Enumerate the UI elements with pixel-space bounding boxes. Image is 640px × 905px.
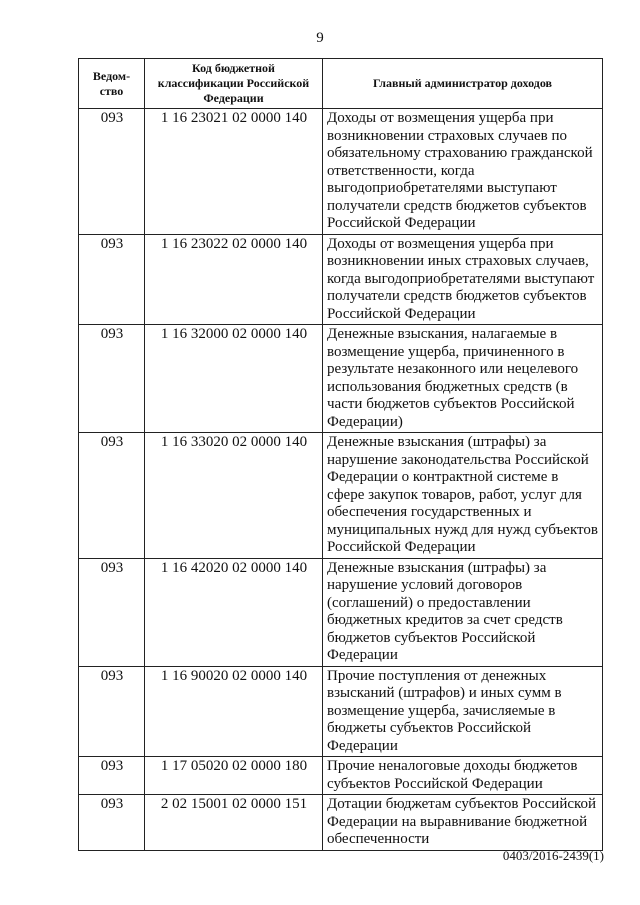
administrator-cell: Прочие неналоговые доходы бюджетов субъектов Российской Федерации	[323, 757, 603, 795]
budget-revenue-table	[78, 58, 603, 851]
document-code: 0403/2016-2439(1)	[502, 848, 604, 863]
table-row	[79, 234, 603, 325]
header-code: Код бюджетной классификации Российской Федерации	[145, 59, 323, 109]
department-cell: 093	[79, 325, 145, 433]
administrator-cell: Денежные взыскания (штрафы) за нарушение законодательства Российской Федерации о контрактной системе в сфере закупок товаров, работ, услуг для обеспечения государственных и муниципальных нужд для нужд субъектов Российской Федерации	[323, 433, 603, 559]
administrator-cell: Денежные взыскания, налагаемые в возмещение ущерба, причиненного в результате незаконного или нецелевого использования бюджетных средств (в части бюджетов субъектов Российской Федерации)	[323, 325, 603, 433]
administrator-cell: Доходы от возмещения ущерба при возникновении иных страховых случаев, когда выгодоприобретателями выступают получатели средств бюджетов субъектов Российской Федерации	[323, 234, 603, 325]
table-row	[79, 558, 603, 666]
administrator-cell: Денежные взыскания (штрафы) за нарушение условий договоров (соглашений) о предоставлении бюджетных кредитов за счет средств бюджетов субъектов Российской Федерации	[323, 558, 603, 666]
code-cell: 1 16 42020 02 0000 140	[145, 558, 323, 666]
table-row	[79, 109, 603, 235]
code-cell: 2 02 15001 02 0000 151	[145, 795, 323, 851]
code-cell: 1 16 23021 02 0000 140	[145, 109, 323, 235]
table-row	[79, 795, 603, 851]
code-cell: 1 16 23022 02 0000 140	[145, 234, 323, 325]
code-cell: 1 16 32000 02 0000 140	[145, 325, 323, 433]
department-cell: 093	[79, 757, 145, 795]
header-administrator: Главный администратор доходов	[323, 59, 603, 109]
department-cell: 093	[79, 234, 145, 325]
header-department: Ведом-ство	[79, 59, 145, 109]
department-cell: 093	[79, 109, 145, 235]
department-cell: 093	[79, 558, 145, 666]
page-number: 9	[316, 30, 324, 46]
administrator-cell: Прочие поступления от денежных взысканий (штрафов) и иных сумм в возмещение ущерба, зачисляемые в бюджеты субъектов Российской Федерации	[323, 666, 603, 757]
table-row	[79, 757, 603, 795]
table-row	[79, 433, 603, 559]
department-cell: 093	[79, 795, 145, 851]
table-header-row	[79, 59, 603, 109]
code-cell: 1 16 90020 02 0000 140	[145, 666, 323, 757]
department-cell: 093	[79, 433, 145, 559]
table-row	[79, 666, 603, 757]
administrator-cell: Доходы от возмещения ущерба при возникновении страховых случаев по обязательному страхованию гражданской ответственности, когда выгодоприобретателями выступают получатели средств бюджетов субъектов Российской Федерации	[323, 109, 603, 235]
administrator-cell: Дотации бюджетам субъектов Российской Федерации на выравнивание бюджетной обеспеченности	[323, 795, 603, 851]
department-cell: 093	[79, 666, 145, 757]
table-row	[79, 325, 603, 433]
code-cell: 1 16 33020 02 0000 140	[145, 433, 323, 559]
code-cell: 1 17 05020 02 0000 180	[145, 757, 323, 795]
